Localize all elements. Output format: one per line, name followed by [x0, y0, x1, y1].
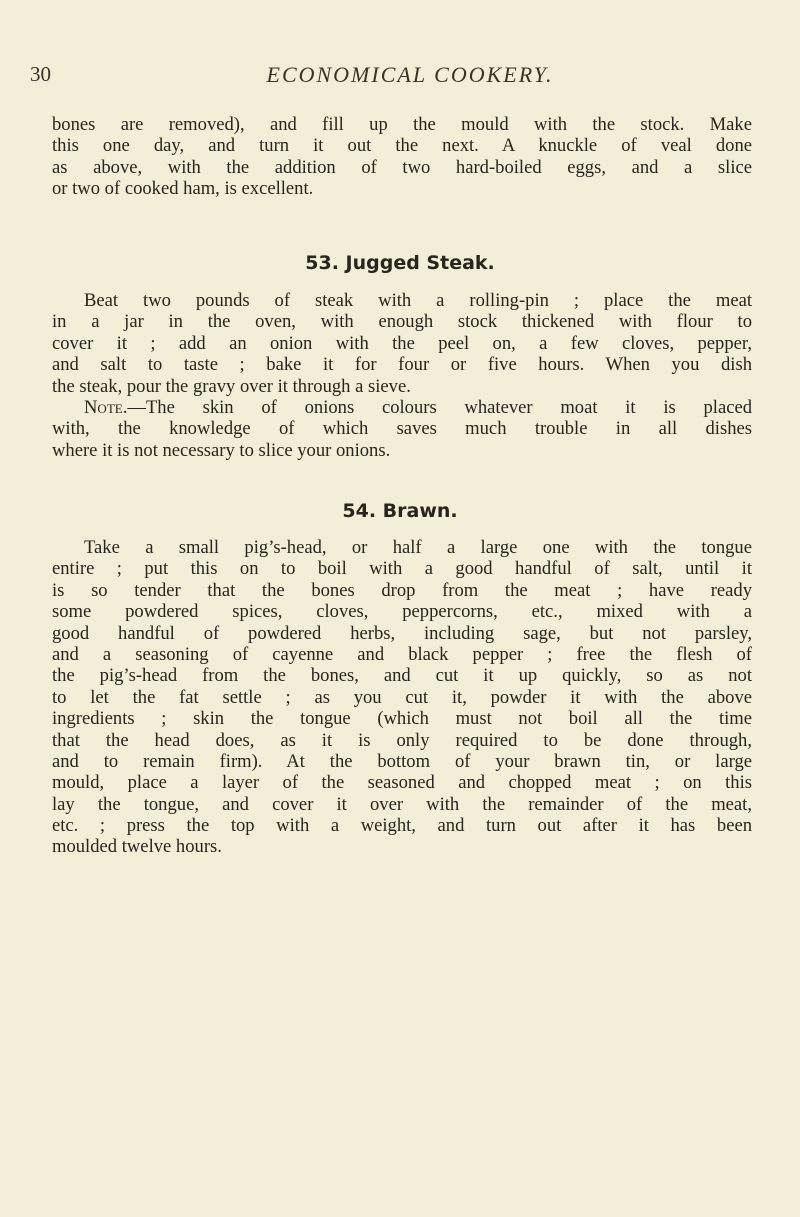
- section-heading-53: 53. Jugged Steak.: [305, 252, 495, 274]
- note-label: Note.: [84, 397, 128, 418]
- text-line: as above, with the addition of two hard-boiled eggs, and a slice: [52, 156, 752, 178]
- text-line: entire ; put this on to boil with a good handful of salt, until it: [52, 558, 752, 580]
- text-line: Beat two pounds of steak with a rolling-pin ; place the meat: [84, 290, 752, 311]
- text-line: to let the fat settle ; as you cut it, powder it with the above: [52, 686, 752, 708]
- note-paragraph: [52, 397, 752, 461]
- text-line: the pig’s-head from the bones, and cut it up quickly, so as not: [52, 665, 752, 687]
- text-line: with, the knowledge of which saves much trouble in all dishes: [52, 418, 752, 440]
- running-title: ECONOMICAL COOKERY.: [266, 62, 554, 87]
- page-number: 30: [30, 62, 51, 86]
- note-first-line: [52, 397, 752, 418]
- text-line: and salt to taste ; bake it for four or five hours. When you dish: [52, 354, 752, 376]
- text-line: good handful of powdered herbs, including sage, but not parsley,: [52, 622, 752, 644]
- text-line: this one day, and turn it out the next. A knuckle of veal done: [52, 135, 752, 157]
- text-line: that the head does, as it is only required to be done through,: [52, 729, 752, 751]
- text-line: some powdered spices, cloves, peppercorns, etc., mixed with a: [52, 601, 752, 623]
- text-line: bones are removed), and fill up the mould with the stock. Make: [52, 114, 752, 135]
- section-heading-54: 54. Brawn.: [342, 500, 458, 522]
- text-line: where it is not necessary to slice your onions.: [52, 439, 391, 461]
- jugged-steak-paragraph: [52, 290, 752, 397]
- intro-paragraph: [52, 114, 752, 200]
- text-line: mould, place a layer of the seasoned and chopped meat ; on this: [52, 772, 752, 794]
- note-first-line-text: —The skin of onions colours whatever moat it is placed: [127, 397, 752, 418]
- brawn-paragraph: [52, 537, 752, 858]
- text-line: or two of cooked ham, is excellent.: [52, 178, 314, 200]
- text-line: and to remain firm). At the bottom of your brawn tin, or large: [52, 750, 752, 772]
- text-line: ingredients ; skin the tongue (which must not boil all the time: [52, 708, 752, 730]
- text-line: lay the tongue, and cover it over with the remainder of the meat,: [52, 793, 752, 815]
- text-line: etc. ; press the top with a weight, and turn out after it has been: [52, 815, 752, 837]
- text-line: and a seasoning of cayenne and black pepper ; free the flesh of: [52, 643, 752, 665]
- text-line: cover it ; add an onion with the peel on, a few cloves, pepper,: [52, 332, 752, 354]
- text-line: Take a small pig’s-head, or half a large one with the tongue: [84, 537, 752, 558]
- text-line: moulded twelve hours.: [52, 836, 222, 858]
- text-line: in a jar in the oven, with enough stock thickened with flour to: [52, 311, 752, 333]
- running-head: [30, 62, 770, 92]
- text-line: is so tender that the bones drop from the meat ; have ready: [52, 579, 752, 601]
- text-line: the steak, pour the gravy over it through a sieve.: [52, 375, 411, 397]
